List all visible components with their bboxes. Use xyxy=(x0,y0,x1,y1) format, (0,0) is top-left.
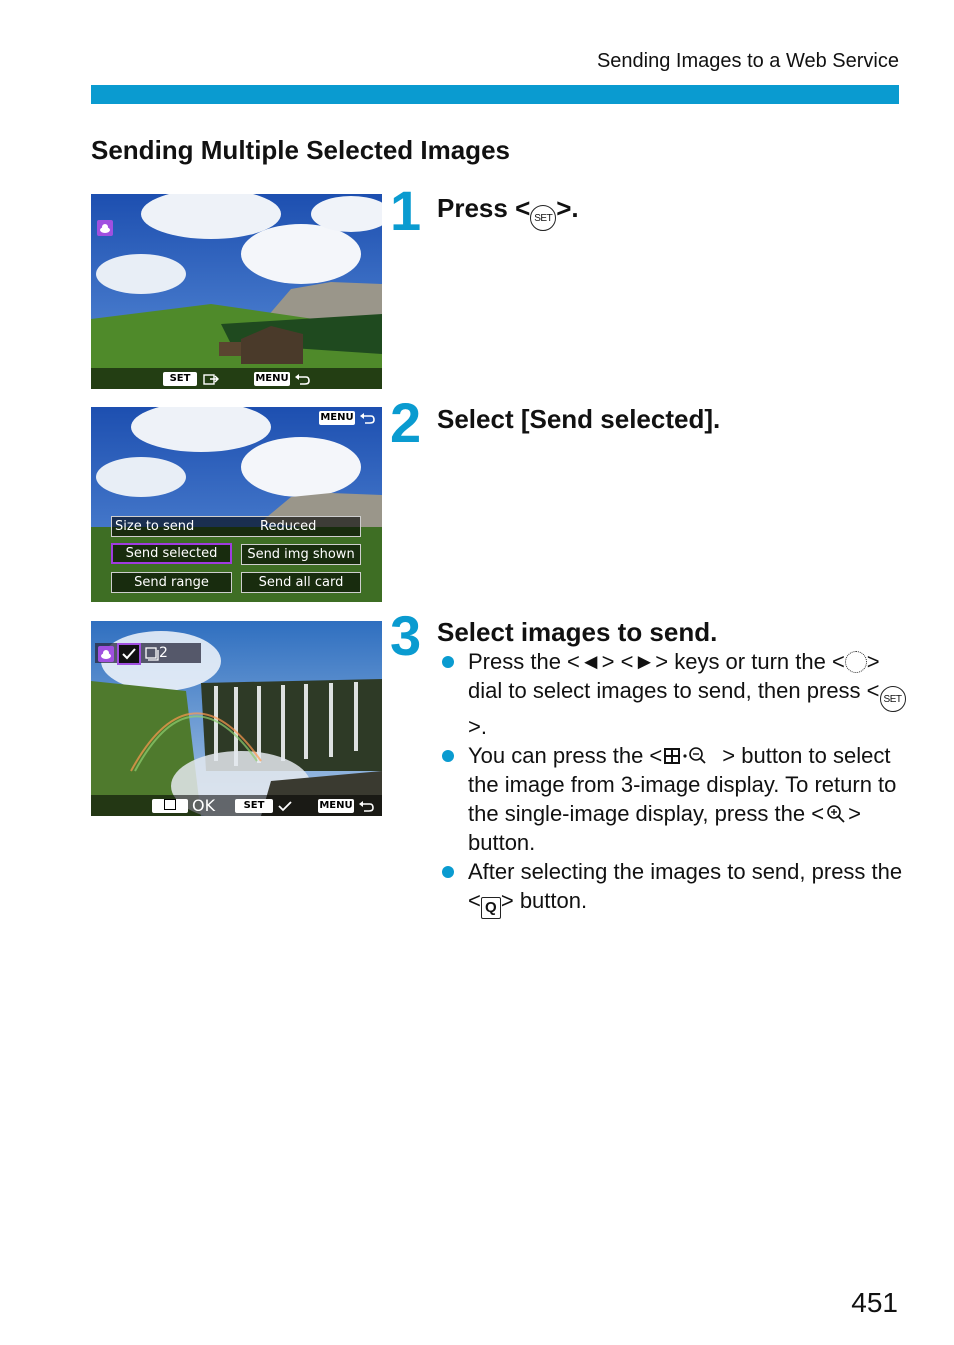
step3-title: Select images to send. xyxy=(437,617,718,647)
step3-camera-screen xyxy=(91,621,382,816)
page-number: 451 xyxy=(851,1287,898,1318)
landscape-image xyxy=(91,194,382,389)
bullet-item xyxy=(437,857,907,919)
send-options-menu xyxy=(109,514,363,596)
send-range-option[interactable]: Send range xyxy=(111,572,232,593)
bullet-text: Press the <◄> <►> keys or turn the < xyxy=(468,649,845,674)
header-title: Sending Images to a Web Service xyxy=(596,50,899,72)
camera-guide-strip xyxy=(91,368,382,389)
step1-camera-screen xyxy=(91,194,382,389)
size-to-send-label: Size to send xyxy=(115,519,195,534)
step3-instructions xyxy=(437,647,907,919)
step1-title xyxy=(437,193,579,231)
return-icon xyxy=(358,411,376,425)
menu-button-icon: MENU xyxy=(320,412,354,423)
bullet-text: You can press the < xyxy=(468,743,663,768)
set-button-icon: SET xyxy=(235,799,273,813)
size-to-send-row[interactable] xyxy=(111,516,361,537)
send-selected-option[interactable]: Send selected xyxy=(111,543,232,564)
ok-label: OK xyxy=(192,796,216,815)
menu-button-icon: MENU xyxy=(255,373,289,384)
bullet-item xyxy=(437,647,907,741)
cloud-icon xyxy=(98,646,114,662)
magnify-icon xyxy=(824,803,848,825)
bullet-text: > button to select the image from 3-image display. To return to the single-image display, press the < xyxy=(468,743,897,826)
cloud-icon xyxy=(97,220,113,236)
selected-count: 2 xyxy=(159,645,168,661)
share-icon xyxy=(202,372,220,386)
bullet-text: > button. xyxy=(500,888,588,913)
step2-title: Select [Send selected]. xyxy=(437,404,721,434)
step1-title-pre: Press < xyxy=(437,193,531,223)
step3-number: 3 xyxy=(390,604,422,667)
checkmark-icon[interactable] xyxy=(117,643,141,665)
step2-camera-screen xyxy=(91,407,382,602)
image-count-icon xyxy=(145,647,159,661)
q-button-icon xyxy=(152,799,188,813)
step1-number: 1 xyxy=(390,179,422,242)
q-button-icon: Q xyxy=(481,897,501,919)
checkmark-small-icon xyxy=(276,799,294,813)
step1-title-post: >. xyxy=(556,193,579,223)
send-img-shown-option[interactable]: Send img shown xyxy=(241,544,361,565)
send-all-card-option[interactable]: Send all card xyxy=(241,572,361,593)
return-icon xyxy=(357,799,375,813)
index-magnify-icon xyxy=(662,745,722,767)
bullet-item xyxy=(437,741,907,857)
step2-number: 2 xyxy=(390,391,422,454)
set-button-icon: SET xyxy=(163,372,197,386)
bullet-text: > button. xyxy=(468,801,861,855)
return-icon xyxy=(293,372,311,386)
bullet-text: After selecting the images to send, press the < xyxy=(468,859,903,913)
set-dial-icon: SET xyxy=(880,686,906,712)
header-bar xyxy=(91,85,899,104)
size-to-send-value: Reduced xyxy=(260,519,317,534)
section-title: Sending Multiple Selected Images xyxy=(91,135,510,165)
set-dial-icon: SET xyxy=(530,205,556,231)
bullet-text: > dial to select images to send, then press < xyxy=(468,649,880,703)
bullet-text: >. xyxy=(468,714,487,739)
menu-button-icon: MENU xyxy=(319,800,353,811)
main-dial-icon xyxy=(845,651,867,673)
